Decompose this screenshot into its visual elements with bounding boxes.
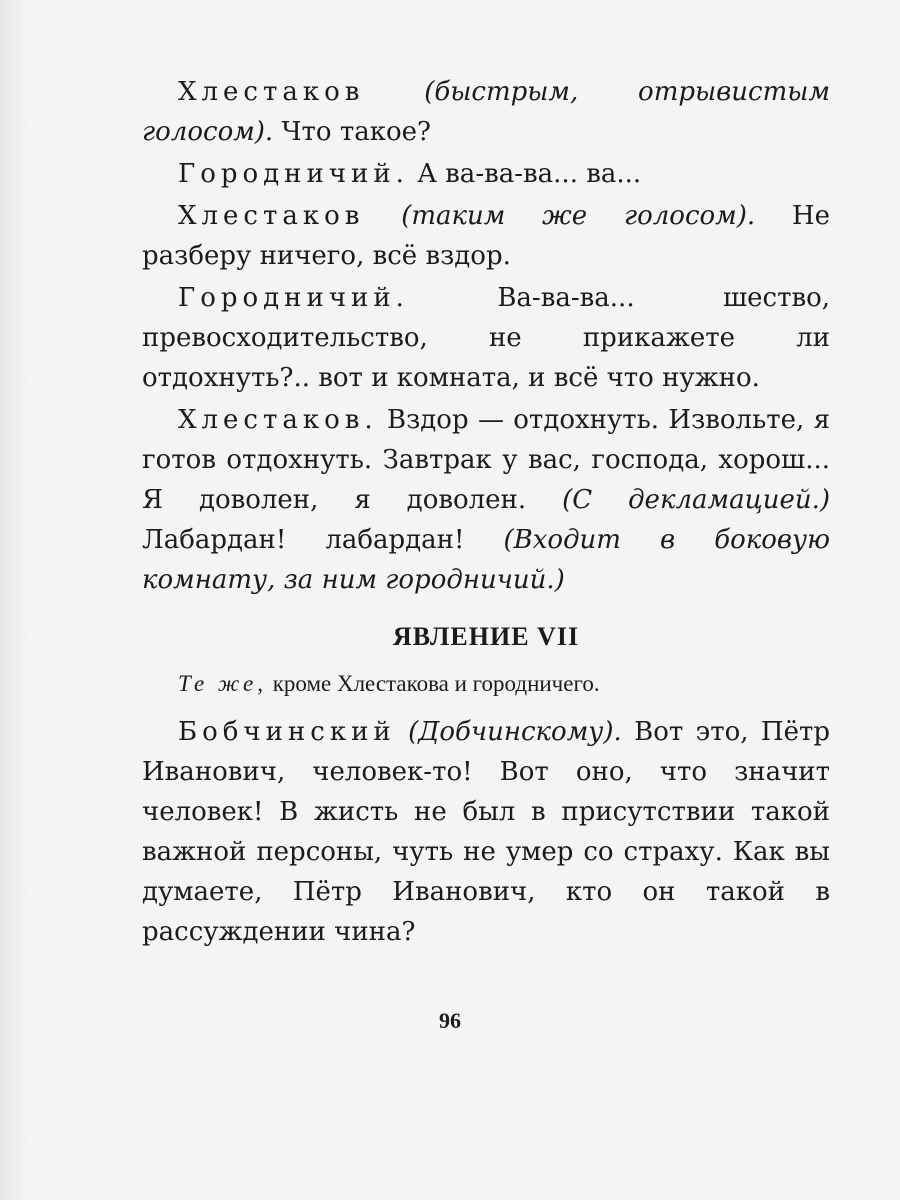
stage-direction: (быстрым, отрывистым голосом). [142, 77, 830, 147]
cast-italic: Те же, [178, 671, 267, 696]
stage-direction: (Добчинскому). [408, 717, 622, 747]
page-number: 96 [439, 1008, 461, 1033]
speaker-name: Городничий. [178, 159, 409, 189]
line-text: Что такое? [281, 117, 431, 147]
cast-text: кроме Хлестакова и городничего. [272, 671, 600, 696]
speaker-name: Городничий. [178, 283, 409, 313]
dialogue-paragraph [142, 400, 830, 600]
line-text: Лабардан! лабардан! [142, 525, 465, 555]
line-text: Вздор — отдохнуть. Извольте, я готов отдохнуть. Завтрак у вас, господа, хорош... Я доволен, я доволен. [142, 405, 831, 515]
stage-direction: (С декламацией.) [562, 485, 831, 515]
scene-cast [142, 666, 830, 702]
speaker-name: Хлестаков [178, 77, 365, 107]
line-text: Не разберу ничего, всё вздор. [142, 201, 831, 271]
scene-heading: ЯВЛЕНИЕ VII [392, 622, 580, 651]
dialogue-paragraph [142, 154, 830, 194]
dialogue-block [142, 72, 830, 600]
speaker-name: Бобчинский [178, 717, 396, 747]
line-text: Вот это, Пётр Иванович, человек-то! Вот оно, что значит человек! В жисть не был в присутствии такой важной персоны, чуть не умер со страху. Как вы думаете, Пётр Иванович, кто он такой в рассуждении чина? [142, 717, 831, 947]
dialogue-paragraph [142, 278, 830, 398]
dialogue-block [142, 712, 830, 952]
speaker-name: Хлестаков. [178, 405, 378, 435]
speaker-name: Хлестаков [178, 201, 365, 231]
stage-direction: (Входит в боковую комнату, за ним городничий.) [142, 525, 831, 595]
dialogue-paragraph [142, 196, 830, 276]
line-text: Ва-ва-ва... шество, превосходительство, не прикажете ли отдохнуть?.. вот и комната, и всё что нужно. [142, 283, 831, 393]
dialogue-paragraph [142, 712, 830, 952]
line-text: А ва-ва-ва... ва... [417, 159, 642, 189]
dialogue-paragraph [142, 72, 830, 152]
stage-direction: (таким же голосом). [401, 201, 756, 231]
